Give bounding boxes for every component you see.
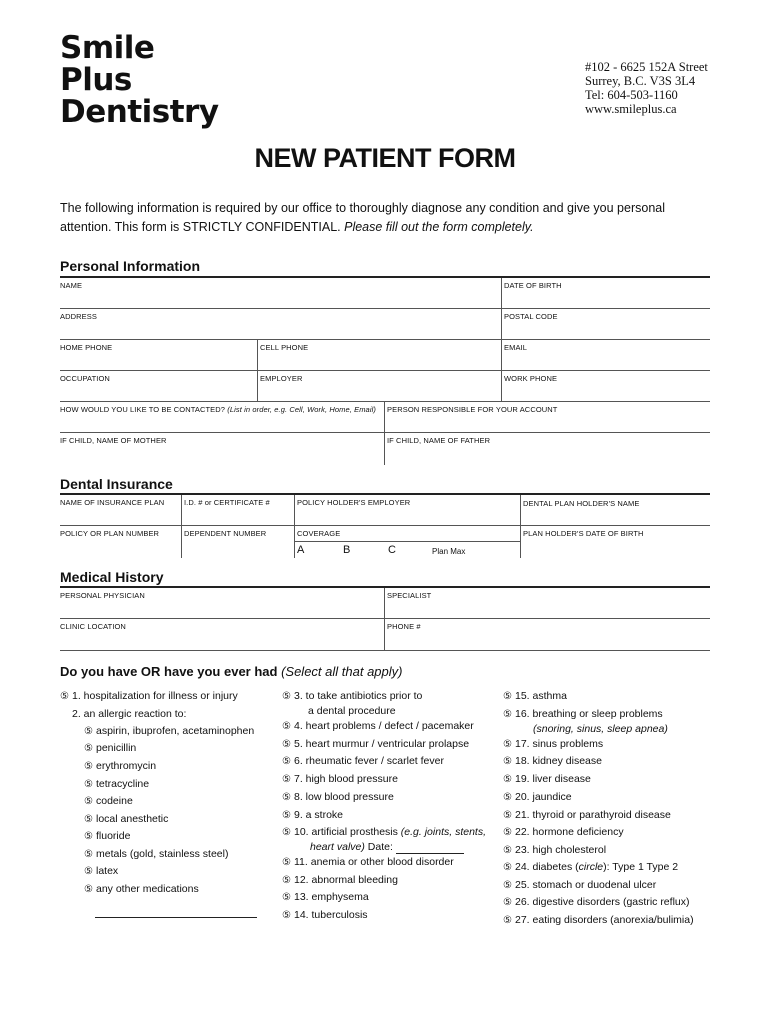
personal-heading: Personal Information <box>60 258 201 274</box>
question-hint: (Select all that apply) <box>281 664 403 679</box>
item-23[interactable] <box>503 843 606 858</box>
checkbox-icon[interactable]: ⑤ <box>84 884 93 895</box>
responsible-person-field[interactable] <box>385 402 710 433</box>
checkbox-icon[interactable]: ⑤ <box>84 814 93 825</box>
item-11-label: 11. anemia or other blood disorder <box>294 856 454 868</box>
checkbox-icon[interactable]: ⑤ <box>503 709 512 720</box>
checkbox-icon[interactable]: ⑤ <box>503 845 512 856</box>
coverage-c[interactable]: C <box>388 544 396 556</box>
allergy-other[interactable] <box>84 882 199 897</box>
item-6-label: 6. rheumatic fever / scarlet fever <box>294 755 444 767</box>
item-17[interactable] <box>503 737 603 752</box>
checkbox-icon[interactable]: ⑤ <box>282 827 291 838</box>
allergy-codeine-label: codeine <box>96 795 133 807</box>
checkbox-icon[interactable]: ⑤ <box>503 897 512 908</box>
address-street: #102 - 6625 152A Street <box>585 60 708 74</box>
allergy-fluoride[interactable] <box>84 829 130 844</box>
page-title: NEW PATIENT FORM <box>254 143 516 173</box>
name-field[interactable] <box>60 278 502 309</box>
item-12[interactable] <box>282 873 398 888</box>
item-27-label: 27. eating disorders (anorexia/bulimia) <box>515 914 694 926</box>
work-phone-label: WORK PHONE <box>504 374 558 383</box>
contact-preference-field[interactable] <box>60 402 385 433</box>
allergy-fluoride-label: fluoride <box>96 830 131 842</box>
policy-number-label: POLICY OR PLAN NUMBER <box>60 529 160 538</box>
item-2-label: 2. an allergic reaction to: <box>72 708 187 720</box>
coverage-divider <box>295 541 521 542</box>
specialist-field[interactable] <box>385 588 710 619</box>
address-city: Surrey, B.C. V3S 3L4 <box>585 74 696 88</box>
holder-dob-label: PLAN HOLDER'S DATE OF BIRTH <box>523 529 644 538</box>
item-10-date-label: Date: <box>364 841 396 853</box>
checkbox-icon[interactable]: ⑤ <box>84 726 93 737</box>
item-17-label: 17. sinus problems <box>515 738 604 750</box>
dependent-number-field[interactable] <box>182 526 295 558</box>
item-16[interactable] <box>503 707 668 736</box>
checkbox-icon[interactable]: ⑤ <box>84 796 93 807</box>
logo-line-1: Smile <box>60 30 155 66</box>
item-21-label: 21. thyroid or parathyroid disease <box>515 809 671 821</box>
checkbox-icon[interactable]: ⑤ <box>282 691 291 702</box>
item-13[interactable] <box>282 890 369 905</box>
checkbox-icon[interactable]: ⑤ <box>503 915 512 926</box>
item-15[interactable] <box>503 689 567 704</box>
item-25[interactable] <box>503 878 656 893</box>
address-label: ADDRESS <box>60 312 97 321</box>
item-9-label: 9. a stroke <box>294 809 344 821</box>
allergy-tetracycline[interactable] <box>84 777 149 792</box>
checkbox-icon[interactable]: ⑤ <box>282 875 291 886</box>
mother-name-field[interactable] <box>60 433 385 465</box>
medical-phone-label: PHONE # <box>387 622 421 631</box>
allergy-latex[interactable] <box>84 864 118 879</box>
item-10-hint-cont: heart valve) <box>310 841 365 853</box>
item-3-label-cont: a dental procedure <box>308 705 396 717</box>
checkbox-icon[interactable]: ⑤ <box>60 691 69 702</box>
occupation-field[interactable] <box>60 371 258 402</box>
other-medications-line[interactable] <box>95 917 257 918</box>
name-label: NAME <box>60 281 83 290</box>
contact-hint: (List in order, e.g. Cell, Work, Home, Email) <box>227 405 376 414</box>
checkbox-icon[interactable]: ⑤ <box>503 862 512 873</box>
medical-heading: Medical History <box>60 569 164 585</box>
logo-line-3: Dentistry <box>60 94 219 130</box>
certificate-field[interactable] <box>182 495 295 526</box>
checkbox-icon[interactable]: ⑤ <box>503 880 512 891</box>
email-field[interactable] <box>502 340 710 371</box>
allergy-metals[interactable] <box>84 847 228 862</box>
checkbox-icon[interactable]: ⑤ <box>282 721 291 732</box>
checkbox-icon[interactable]: ⑤ <box>84 779 93 790</box>
holder-name-field[interactable] <box>521 495 710 526</box>
checkbox-icon[interactable]: ⑤ <box>282 857 291 868</box>
allergy-local-anesthetic[interactable] <box>84 812 168 827</box>
allergy-tetracycline-label: tetracycline <box>96 778 150 790</box>
checkbox-icon[interactable]: ⑤ <box>282 774 291 785</box>
insurance-heading: Dental Insurance <box>60 476 173 492</box>
item-11[interactable] <box>282 855 454 870</box>
item-10-hint: (e.g. joints, stents, <box>400 826 487 838</box>
plan-max-label: Plan Max <box>432 547 466 556</box>
item-20[interactable] <box>503 790 572 805</box>
dependent-label: DEPENDENT NUMBER <box>184 529 267 538</box>
item-3[interactable] <box>282 689 422 718</box>
item-15-label: 15. asthma <box>515 690 567 702</box>
checkbox-icon[interactable]: ⑤ <box>84 866 93 877</box>
item-1-label: 1. hospitalization for illness or injury <box>72 690 238 702</box>
intro-line-2 <box>60 218 720 237</box>
checkbox-icon[interactable]: ⑤ <box>503 827 512 838</box>
cell-phone-field[interactable] <box>258 340 502 371</box>
plan-name-label: NAME OF INSURANCE PLAN <box>60 498 165 507</box>
item-16-label: 16. breathing or sleep problems <box>515 708 663 720</box>
item-4[interactable] <box>282 719 474 734</box>
postal-field[interactable] <box>502 309 710 340</box>
item-26-label: 26. digestive disorders (gastric reflux) <box>515 896 690 908</box>
checkbox-icon[interactable]: ⑤ <box>282 792 291 803</box>
item-24-hint: circle <box>578 861 604 873</box>
checkbox-icon[interactable]: ⑤ <box>503 691 512 702</box>
dob-field[interactable] <box>502 278 710 309</box>
clinic-location-field[interactable] <box>60 619 385 651</box>
responsible-label: PERSON RESPONSIBLE FOR YOUR ACCOUNT <box>387 405 558 414</box>
item-8[interactable] <box>282 790 394 805</box>
item-16-hint: (snoring, sinus, sleep apnea) <box>533 723 668 735</box>
item-24-label: 24. diabetes ( <box>515 861 579 873</box>
item-2 <box>72 707 186 721</box>
item-27[interactable] <box>503 913 694 928</box>
item-7-label: 7. high blood pressure <box>294 773 398 785</box>
checkbox-icon[interactable]: ⑤ <box>84 743 93 754</box>
item-1[interactable] <box>60 689 238 704</box>
checkbox-icon[interactable]: ⑤ <box>503 792 512 803</box>
father-name-field[interactable] <box>385 433 710 465</box>
checkbox-icon[interactable]: ⑤ <box>84 849 93 860</box>
medical-phone-field[interactable] <box>385 619 710 651</box>
coverage-b[interactable]: B <box>343 544 351 556</box>
holder-name-label: DENTAL PLAN HOLDER'S NAME <box>523 499 640 508</box>
allergy-other-label: any other medications <box>96 883 199 895</box>
item-7[interactable] <box>282 772 398 787</box>
intro-text <box>60 199 720 237</box>
checkbox-icon[interactable]: ⑤ <box>84 761 93 772</box>
allergy-aspirin[interactable] <box>84 724 254 739</box>
checkbox-icon[interactable]: ⑤ <box>503 774 512 785</box>
allergy-aspirin-label: aspirin, ibuprofen, acetaminophen <box>96 725 255 737</box>
checkbox-icon[interactable]: ⑤ <box>282 892 291 903</box>
item-14[interactable] <box>282 908 368 923</box>
email-label: EMAIL <box>504 343 528 352</box>
clinic-address <box>585 60 708 116</box>
checkbox-icon[interactable]: ⑤ <box>503 810 512 821</box>
certificate-label: I.D. # or CERTIFICATE # <box>184 498 270 507</box>
allergy-penicillin[interactable] <box>84 741 136 756</box>
employer-label: EMPLOYER <box>260 374 303 383</box>
employer-field[interactable] <box>258 371 502 402</box>
checkbox-icon[interactable]: ⑤ <box>282 739 291 750</box>
physician-field[interactable] <box>60 588 385 619</box>
address-field[interactable] <box>60 309 502 340</box>
address-tel: Tel: 604-503-1160 <box>585 88 678 102</box>
logo <box>60 32 219 128</box>
logo-line-2: Plus <box>60 62 132 98</box>
question-main: Do you have OR have you ever had <box>60 664 282 679</box>
specialist-label: SPECIALIST <box>387 591 432 600</box>
checklist-question <box>60 664 402 679</box>
holder-dob-field[interactable] <box>521 526 710 558</box>
item-23-label: 23. high cholesterol <box>515 844 607 856</box>
clinic-label: CLINIC LOCATION <box>60 622 126 631</box>
item-10-label: 10. artificial prosthesis <box>294 826 401 838</box>
holder-employer-field[interactable] <box>295 495 521 526</box>
father-label: IF CHILD, NAME OF FATHER <box>387 436 491 445</box>
holder-employer-label: POLICY HOLDER'S EMPLOYER <box>297 498 411 507</box>
home-phone-label: HOME PHONE <box>60 343 113 352</box>
item-19-label: 19. liver disease <box>515 773 591 785</box>
occupation-label: OCCUPATION <box>60 374 110 383</box>
intro-line-1: The following information is required by our office to thoroughly diagnose any condition and give you personal <box>60 201 666 215</box>
item-8-label: 8. low blood pressure <box>294 791 394 803</box>
item-14-label: 14. tuberculosis <box>294 909 368 921</box>
home-phone-field[interactable] <box>60 340 258 371</box>
item-5[interactable] <box>282 737 469 752</box>
item-20-label: 20. jaundice <box>515 791 572 803</box>
mother-label: IF CHILD, NAME OF MOTHER <box>60 436 167 445</box>
work-phone-field[interactable] <box>502 371 710 402</box>
item-10[interactable] <box>282 825 486 854</box>
item-22[interactable] <box>503 825 624 840</box>
item-13-label: 13. emphysema <box>294 891 369 903</box>
intro-line-2a: attention. This form is STRICTLY CONFIDENTIAL. <box>60 220 345 234</box>
coverage-a[interactable]: A <box>297 544 305 556</box>
item-5-label: 5. heart murmur / ventricular prolapse <box>294 738 470 750</box>
item-18[interactable] <box>503 754 602 769</box>
coverage-label: COVERAGE <box>297 529 341 538</box>
item-26[interactable] <box>503 895 690 910</box>
intro-line-2b: Please fill out the form completely. <box>344 220 534 234</box>
contact-label: HOW WOULD YOU LIKE TO BE CONTACTED? <box>60 405 228 414</box>
item-10-date-line[interactable] <box>396 853 464 854</box>
checkbox-icon[interactable]: ⑤ <box>282 756 291 767</box>
item-22-label: 22. hormone deficiency <box>515 826 624 838</box>
checkbox-icon[interactable]: ⑤ <box>282 910 291 921</box>
item-21[interactable] <box>503 808 671 823</box>
physician-label: PERSONAL PHYSICIAN <box>60 591 145 600</box>
checkbox-icon[interactable]: ⑤ <box>503 739 512 750</box>
allergy-erythromycin[interactable] <box>84 759 156 774</box>
item-24-types: ): Type 1 Type 2 <box>603 861 679 873</box>
item-4-label: 4. heart problems / defect / pacemaker <box>294 720 474 732</box>
checkbox-icon[interactable]: ⑤ <box>503 756 512 767</box>
item-3-label: 3. to take antibiotics prior to <box>294 690 423 702</box>
allergy-erythromycin-label: erythromycin <box>96 760 157 772</box>
coverage-field[interactable] <box>295 526 521 558</box>
allergy-codeine[interactable] <box>84 794 133 809</box>
postal-label: POSTAL CODE <box>504 312 558 321</box>
item-12-label: 12. abnormal bleeding <box>294 874 398 886</box>
item-6[interactable] <box>282 754 444 769</box>
item-19[interactable] <box>503 772 591 787</box>
checkbox-icon[interactable]: ⑤ <box>84 831 93 842</box>
allergy-metals-label: metals (gold, stainless steel) <box>96 848 229 860</box>
dob-label: DATE OF BIRTH <box>504 281 562 290</box>
allergy-local-anesthetic-label: local anesthetic <box>96 813 169 825</box>
cell-phone-label: CELL PHONE <box>260 343 309 352</box>
item-25-label: 25. stomach or duodenal ulcer <box>515 879 657 891</box>
allergy-penicillin-label: penicillin <box>96 742 137 754</box>
item-9[interactable] <box>282 808 343 823</box>
item-24[interactable] <box>503 860 678 875</box>
policy-number-field[interactable] <box>60 526 182 558</box>
checkbox-icon[interactable]: ⑤ <box>282 810 291 821</box>
plan-name-field[interactable] <box>60 495 182 526</box>
item-18-label: 18. kidney disease <box>515 755 602 767</box>
allergy-latex-label: latex <box>96 865 119 877</box>
address-web: www.smileplus.ca <box>585 102 677 116</box>
